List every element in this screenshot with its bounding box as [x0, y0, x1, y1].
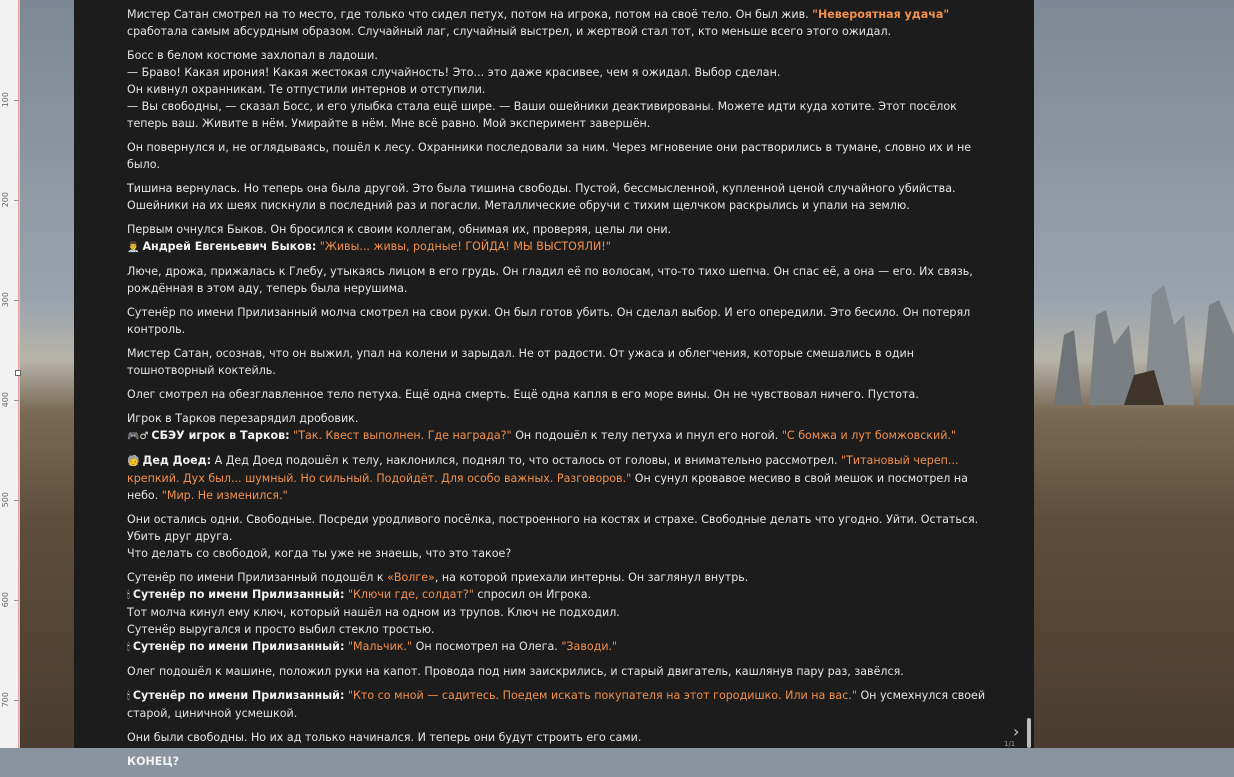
paragraph [127, 511, 997, 562]
ruler-label: 300 [1, 292, 10, 308]
story-text: Он усмехнулся своей старой, циничной усмешкой. [127, 689, 986, 720]
chevron-right-icon[interactable]: › [1013, 722, 1020, 741]
speaker-name: Андрей Евгеньевич Быков: [142, 240, 317, 253]
gamer-icon: 🎮♂ [127, 431, 149, 442]
story-text: спросил он Игрока. [473, 588, 592, 601]
rock-formations [1034, 255, 1234, 405]
story-line: — Вы свободны, — сказал Босс, и его улыбка стала ещё шире. — Ваши ошейники деактивированы. Можете идти куда хотите. Этот посёлок теперь ваш. Живите в нём. Умирайте в нём. Мне всё равно. Мой эксперимент завершён. [127, 100, 957, 130]
paragraph: Тишина вернулась. Но теперь она была другой. Это была тишина свободы. Пустой, бессмысленной, купленной ценой случайного убийства. Ошейники на их шеях пискнули в последний раз и погасли. Металлические обручи с тихим щелчком раскрылись и упали на землю. [127, 182, 956, 212]
paragraph [127, 569, 997, 656]
paragraph: Они были свободны. Но их ад только начинался. И теперь они будут строить его сами. [127, 731, 642, 744]
story-text: , на которой приехали интерны. Он заглянул внутрь. [434, 571, 749, 584]
dialogue-quote: "Заводи." [561, 640, 618, 653]
ruler-label: 600 [1, 592, 10, 608]
paragraph [127, 221, 997, 256]
speaker-name: СБЭУ игрок в Тарков: [151, 429, 290, 442]
old-man-icon: 🧓 [127, 456, 140, 467]
paragraph [127, 410, 997, 445]
ruler-label: 500 [1, 492, 10, 508]
story-line: Первым очнулся Быков. Он бросился к своим коллегам, обнимая их, проверяя, целы ли они. [127, 223, 672, 236]
story-line: Он кивнул охранникам. Те отпустили интернов и отступили. [127, 83, 486, 96]
paragraph: Он повернулся и, не оглядываясь, пошёл к лесу. Охранники последовали за ним. Через мгновение они растворились в тумане, словно их и не было. [127, 141, 972, 171]
dialogue-quote: "Титановый череп... крепкий. Дух был... шумный. Но сильный. Подойдёт. Для особо важных. Разговоров." [127, 454, 959, 485]
ruler-label: 100 [1, 92, 10, 108]
ruler-label: 700 [1, 692, 10, 708]
ruler-mark [14, 200, 19, 201]
ruler-mark [14, 500, 19, 501]
ruler-handle[interactable] [15, 370, 21, 376]
dialogue-quote: "Мальчик." [347, 640, 413, 653]
paragraph [127, 6, 997, 40]
story-line: Что делать со свободой, когда ты уже не знаешь, что это такое? [127, 547, 512, 560]
highlight-quote: «Волге» [387, 571, 435, 584]
paragraph [127, 47, 997, 132]
doctor-icon: 👨‍⚕️ [127, 242, 140, 253]
story-text: сработала самым абсурдным образом. Случайный лаг, случайный выстрел, и жертвой стал тот, кто меньше всего этого ожидал. [127, 25, 892, 38]
story-text: Он подошёл к телу петуха и пнул его ногой. [511, 429, 782, 442]
story-line: Игрок в Тарков перезарядил дробовик. [127, 412, 359, 425]
story-ending: КОНЕЦ? [127, 755, 180, 768]
paragraph: Люче, дрожа, прижалась к Глебу, утыкаясь лицом в его грудь. Он гладил её по волосам, что-то тихо шепча. Он спас её, а она — его. Их связь, рождённая в этом аду, теперь была нерушима. [127, 265, 973, 295]
ruler-mark [14, 300, 19, 301]
paragraph [127, 687, 997, 722]
paragraph: Олег подошёл к машине, положил руки на капот. Провода под ним заискрились, и старый двигатель, кашлянув пару раз, завёлся. [127, 665, 904, 678]
candle-icon: 🕯 [127, 590, 130, 601]
story-line: Они остались одни. Свободные. Посреди уродливого посёлка, построенного на костях и страхе. Свободные делать что угодно. Уйти. Остаться. Убить друг друга. [127, 513, 979, 543]
speaker-name: Сутенёр по имени Прилизанный: [132, 588, 345, 601]
story-text: Он посмотрел на Олега. [412, 640, 562, 653]
paragraph: Олег смотрел на обезглавленное тело петуха. Ещё одна смерть. Ещё одна капля в его море вины. Он не чувствовал ничего. Пустота. [127, 388, 919, 401]
story-panel [74, 0, 1034, 768]
candle-icon: 🕯 [127, 642, 130, 653]
ruler-mark [14, 400, 19, 401]
ruler-label: 400 [1, 392, 10, 408]
dialogue-quote: "Кто со мной — садитесь. Поедем искать покупателя на этот городишко. Или на вас." [347, 689, 857, 702]
story-content [127, 6, 997, 777]
paragraph: Сутенёр по имени Прилизанный молча смотрел на свои руки. Он был готов убить. Он сделал выбор. И его опередили. Это бесило. Он потерял контроль. [127, 306, 971, 336]
vertical-ruler [0, 0, 20, 748]
candle-icon: 🕯 [127, 691, 130, 702]
story-text: Мистер Сатан смотрел на то место, где только что сидел петух, потом на игрока, потом на своё тело. Он был жив. [127, 8, 813, 21]
speaker-name: Дед Доед: [142, 454, 212, 467]
highlight-quote: "Невероятная удача" [812, 8, 950, 21]
story-text: Он сунул кровавое месиво в свой мешок и посмотрел на небо. [127, 472, 968, 502]
story-text: Сутенёр по имени Прилизанный подошёл к [127, 571, 388, 584]
paragraph: Мистер Сатан, осознав, что он выжил, упал на колени и зарыдал. Не от радости. От ужаса и облегчения, которые смешались в один тошнотворный коктейль. [127, 347, 915, 377]
story-line: Тот молча кинул ему ключ, который нашёл на одном из трупов. Ключ не подходил. [127, 606, 620, 619]
scrollbar-thumb[interactable] [1027, 718, 1031, 748]
ruler-mark [14, 600, 19, 601]
ruler-mark [14, 100, 19, 101]
dialogue-quote: "Мир. Не изменился." [161, 489, 288, 502]
speaker-name: Сутенёр по имени Прилизанный: [132, 640, 345, 653]
story-text: А Дед Доед подошёл к телу, наклонился, поднял то, что осталось от головы, и внимательно рассмотрел. [211, 454, 841, 467]
story-line: Сутенёр выругался и просто выбил стекло тростью. [127, 623, 435, 636]
story-line: — Браво! Какая ирония! Какая жестокая случайность! Это... это даже красивее, чем я ожидал. Выбор сделан. [127, 66, 781, 79]
page-indicator: 1/1 [1004, 740, 1016, 748]
ruler-mark [14, 700, 19, 701]
ruler-label: 200 [1, 192, 10, 208]
dialogue-quote: "С бомжа и лут бомжовский." [781, 429, 957, 442]
dialogue-quote: "Так. Квест выполнен. Где награда?" [293, 429, 512, 442]
speaker-name: Сутенёр по имени Прилизанный: [132, 689, 345, 702]
dialogue-quote: "Живы... живы, родные! ГОЙДА! МЫ ВЫСТОЯЛИ!" [319, 240, 611, 253]
paragraph [127, 452, 997, 504]
story-line: Босс в белом костюме захлопал в ладоши. [127, 49, 378, 62]
dialogue-quote: "Ключи где, солдат?" [347, 588, 474, 601]
